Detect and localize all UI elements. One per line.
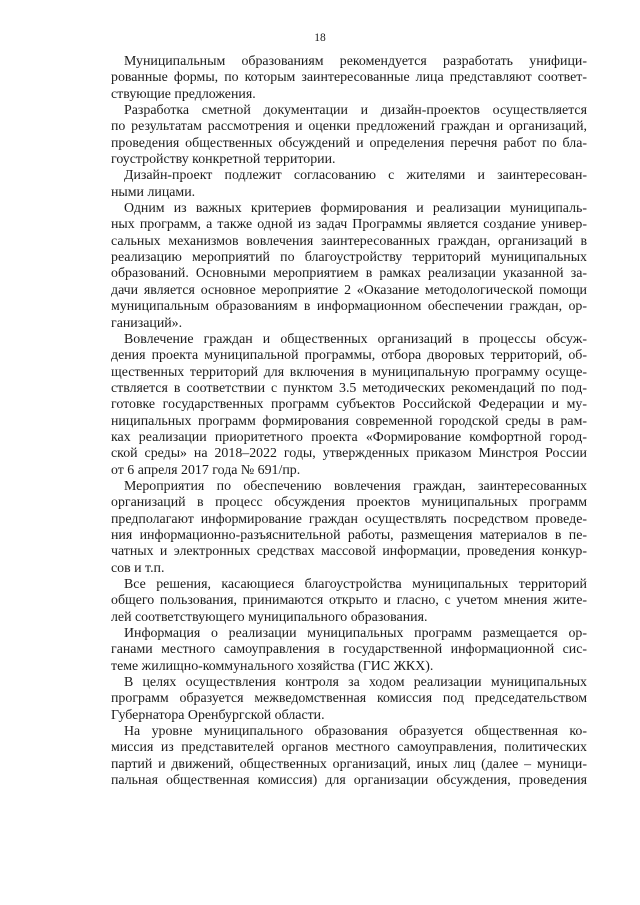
text-line: предполагают информирование граждан осуществлять посредством проведе- <box>111 511 587 527</box>
text-line: Все решения, касающиеся благоустройства муниципальных территорий <box>124 577 587 592</box>
text-line: рованные формы, по которым заинтересованные лица представляют соответ- <box>111 70 587 86</box>
text-line: Разработка сметной документации и дизайн-проектов осуществляется <box>124 103 587 119</box>
text-line: от 6 апреля 2017 года № 691/пр. <box>111 462 301 478</box>
paragraph <box>111 332 587 479</box>
paragraph <box>111 626 587 675</box>
paragraph <box>111 724 587 789</box>
text-line: образований. Основными мероприятием в рамках реализации указанной за- <box>111 266 587 282</box>
body-text <box>111 54 587 789</box>
paragraph <box>111 577 587 626</box>
text-line: гоустройству конкретной территории. <box>111 152 336 168</box>
text-line: ниципальных программ формирования современной городской среды в рам- <box>111 413 587 429</box>
text-line: ствующие предложения. <box>111 86 256 102</box>
text-line: В целях осуществления контроля за ходом реализации муниципальных <box>124 675 587 691</box>
text-line: теме жилищно-коммунального хозяйства (ГИС ЖКХ). <box>111 658 434 674</box>
text-line: На уровне муниципального образования образуется общественная ко- <box>124 724 587 740</box>
text-line: сов и т.п. <box>111 560 165 576</box>
paragraph <box>111 675 587 724</box>
paragraph <box>111 168 587 201</box>
text-line: миссия из представителей органов местного самоуправления, политических <box>111 740 587 756</box>
text-line: Информация о реализации муниципальных программ размещается ор- <box>124 626 587 642</box>
text-line: ных программ, а также одной из задач Программы является создание универ- <box>111 217 587 233</box>
text-line: щественных территорий для включения в муниципальную программу осуще- <box>111 364 587 380</box>
text-line: пальная общественная комиссия) для организации обсуждения, проведения <box>111 773 587 789</box>
text-line: общего пользования, принимаются открыто и гласно, с учетом мнения жите- <box>111 593 587 609</box>
text-line: Дизайн-проект подлежит согласованию с жителями и заинтересован- <box>124 168 587 184</box>
paragraph <box>111 103 587 168</box>
text-line: Мероприятия по обеспечению вовлечения граждан, заинтересованных <box>124 478 587 494</box>
text-line: ния информационно-разъяснительной работы, размещения материалов в пе- <box>111 527 587 543</box>
text-line: дачи является основное мероприятие 2 «Оказание методологической помощи <box>111 282 587 298</box>
text-line: сальных механизмов вовлечения заинтересованных граждан, организаций в <box>111 233 587 249</box>
page-number: 18 <box>314 32 326 44</box>
text-line: чатных и электронных средствах массовой информации, проведения конкур- <box>111 544 587 560</box>
text-line: муниципальным образованиям в информационном обеспечении граждан, ор- <box>111 299 587 315</box>
paragraph <box>111 54 587 103</box>
text-line: по результатам рассмотрения и оценки предложений граждан и организаций, <box>111 119 587 135</box>
text-line: проведения общественных обсуждений и определения перечня работ по бла- <box>111 135 587 151</box>
text-line: ными лицами. <box>111 184 196 200</box>
text-line: реализацию мероприятий по благоустройству территорий муниципальных <box>111 250 587 266</box>
text-line: Одним из важных критериев формирования и реализации муниципаль- <box>124 201 587 217</box>
text-line: лей соответствующего муниципального образования. <box>111 609 428 625</box>
text-line: готовке государственных программ субъектов Российской Федерации и му- <box>111 397 587 413</box>
text-line: организаций в процесс обсуждения проектов муниципальных программ <box>111 495 587 511</box>
text-line: программ образуется межведомственная комиссия под председательством <box>111 691 587 707</box>
text-line: дения проекта муниципальной программы, отбора дворовых территорий, об- <box>111 348 587 364</box>
text-line: Губернатора Оренбургской области. <box>111 707 325 723</box>
text-line: ствляется в соответствии с пунктом 3.5 методических рекомендаций по под- <box>111 380 587 396</box>
paragraph <box>111 479 587 577</box>
text-line: ганизаций». <box>111 315 183 331</box>
text-line: ской среды» на 2018–2022 годы, утвержденных приказом Минстроя России <box>111 446 587 462</box>
text-line: Вовлечение граждан и общественных организаций в процессы обсуж- <box>124 331 587 347</box>
text-line: ганами местного самоуправления в государственной информационной сис- <box>111 642 587 658</box>
text-line: Муниципальным образованиям рекомендуется разработать унифици- <box>124 54 587 69</box>
paragraph <box>111 201 587 332</box>
text-line: партий и движений, общественных организаций, иных лиц (далее – муници- <box>111 756 587 772</box>
text-line: ках реализации приоритетного проекта «Формирование комфортной город- <box>111 429 587 445</box>
